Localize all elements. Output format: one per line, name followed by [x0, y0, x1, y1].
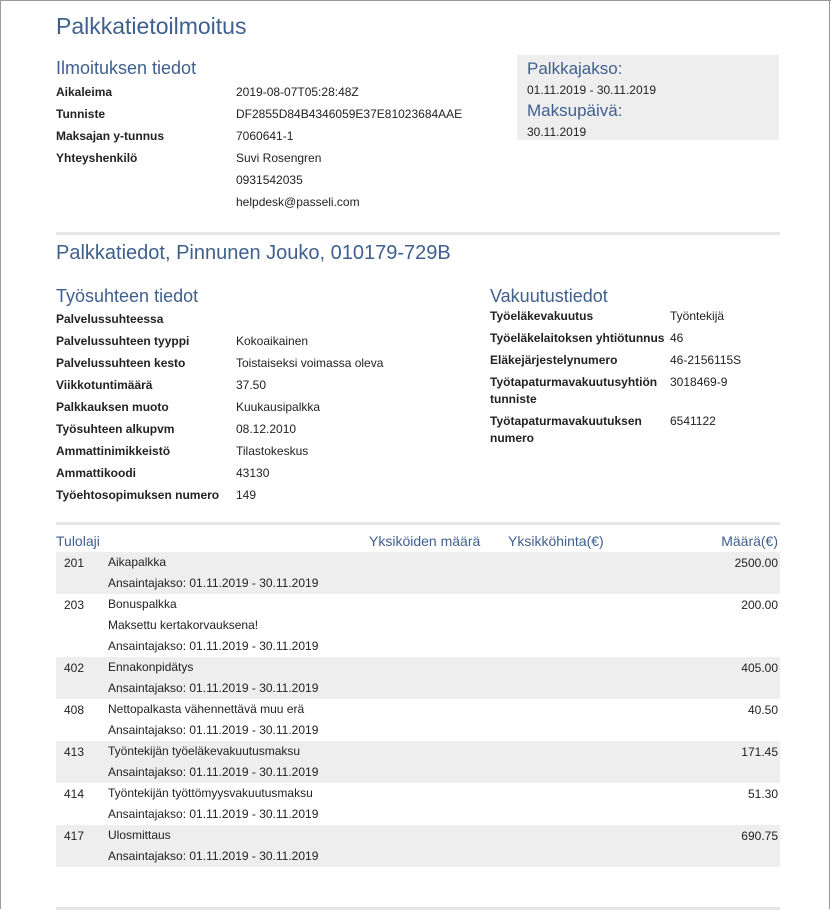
income-description-line: Ansaintajakso: 01.11.2019 - 30.11.2019: [108, 849, 319, 863]
employment-label: Palvelussuhteen kesto: [56, 356, 186, 370]
table-row: [56, 699, 780, 741]
insurance-heading: Vakuutustiedot: [490, 286, 608, 306]
employment-value: 149: [236, 488, 257, 502]
income-amount: 171.45: [741, 745, 778, 759]
employment-row: [56, 308, 383, 330]
income-description-line: Ansaintajakso: 01.11.2019 - 30.11.2019: [108, 765, 319, 779]
income-code: 201: [64, 556, 85, 570]
insurance-label: Työeläkelaitoksen yhtiötunnus: [490, 331, 665, 345]
pay-day-label: Maksupäivä:: [527, 101, 623, 120]
col-header-units: Yksiköiden määrä: [369, 533, 481, 549]
table-row: [56, 552, 780, 594]
employment-row: [56, 440, 383, 462]
notice-value: 2019-08-07T05:28:48Z: [236, 85, 359, 99]
col-header-unit-price: Yksikköhinta(€): [508, 533, 604, 549]
employment-row: [56, 462, 383, 484]
employment-row: [56, 374, 383, 396]
employment-label: Ammattinimikkeistö: [56, 444, 171, 458]
insurance-value: 46: [670, 331, 684, 345]
insurance-value: Työntekijä: [670, 309, 725, 323]
employment-row: [56, 484, 383, 506]
employment-row: [56, 352, 383, 374]
employment-label: Työehtosopimuksen numero: [56, 488, 220, 502]
insurance-row: [490, 330, 790, 347]
income-description: [108, 745, 318, 787]
income-description-line: Työntekijän työeläkevakuutusmaksu: [108, 744, 301, 758]
wage-heading: Palkkatiedot, Pinnunen Jouko, 010179-729B: [56, 242, 451, 264]
income-code: 417: [64, 829, 85, 843]
notice-label: Maksajan y-tunnus: [56, 129, 165, 143]
income-description-line: Ennakonpidätys: [108, 660, 194, 674]
income-description: [108, 556, 318, 598]
income-description-line: Nettopalkasta vähennettävä muu erä: [108, 702, 305, 716]
income-table-header: [56, 531, 780, 551]
insurance-label: Työtapaturmavakuutuksen numero: [490, 414, 642, 445]
income-description-line: Ulosmittaus: [108, 828, 171, 842]
employment-row: [56, 396, 383, 418]
income-amount: 2500.00: [734, 556, 778, 570]
notice-row-timestamp: [56, 81, 462, 103]
income-description: [108, 787, 318, 829]
income-description-line: Ansaintajakso: 01.11.2019 - 30.11.2019: [108, 807, 319, 821]
table-row: [56, 783, 780, 825]
insurance-row: [490, 308, 790, 325]
income-description-line: Työntekijän työttömyysvakuutusmaksu: [108, 786, 313, 800]
notice-details: [56, 81, 462, 213]
page-border-top: [0, 0, 831, 1]
income-amount: 40.50: [747, 703, 778, 717]
income-description: [108, 661, 318, 703]
income-code: 402: [64, 661, 85, 675]
table-row: [56, 825, 780, 867]
divider: [56, 232, 780, 235]
col-header-amount: Määrä(€): [721, 533, 778, 549]
pay-period-box: [517, 55, 779, 140]
employment-value: 08.12.2010: [236, 422, 297, 436]
income-code: 203: [64, 598, 85, 612]
income-description-line: Ansaintajakso: 01.11.2019 - 30.11.2019: [108, 639, 319, 653]
notice-label: Tunniste: [56, 107, 106, 121]
employment-heading: Työsuhteen tiedot: [56, 286, 199, 306]
income-description: [108, 703, 318, 745]
employment-value: Kuukausipalkka: [236, 400, 321, 414]
insurance-label: Eläkejärjestelynumero: [490, 353, 618, 367]
insurance-row: [490, 352, 790, 369]
notice-heading: Ilmoituksen tiedot: [56, 58, 197, 78]
income-amount: 405.00: [741, 661, 778, 675]
insurance-value: 46-2156115S: [670, 353, 742, 367]
income-description-line: Ansaintajakso: 01.11.2019 - 30.11.2019: [108, 576, 319, 590]
employment-value: Kokoaikainen: [236, 334, 309, 348]
employment-label: Palvelussuhteen tyyppi: [56, 334, 190, 348]
insurance-row: [490, 374, 790, 408]
employment-label: Viikkotuntimäärä: [56, 378, 153, 392]
contact-name: Suvi Rosengren: [236, 151, 322, 165]
table-row: [56, 657, 780, 699]
notice-value: DF2855D84B4346059E37E81023684AAE: [236, 107, 463, 121]
income-code: 414: [64, 787, 85, 801]
notice-label: Yhteyshenkilö: [56, 151, 138, 165]
page-border-right: [829, 0, 830, 909]
pay-day-value: 30.11.2019: [527, 125, 587, 139]
income-description-line: Bonuspalkka: [108, 597, 177, 611]
notice-row-contact: [56, 147, 462, 169]
income-description-line: Ansaintajakso: 01.11.2019 - 30.11.2019: [108, 723, 319, 737]
employment-value: 37.50: [236, 378, 267, 392]
table-row: [56, 741, 780, 783]
insurance-value: 3018469-9: [670, 375, 728, 389]
notice-row-contact-phone: [56, 169, 462, 191]
income-amount: 200.00: [741, 598, 778, 612]
insurance-row: [490, 413, 790, 447]
income-description: [108, 829, 318, 871]
insurance-label: Työtapaturmavakuutusyhtiön tunniste: [490, 375, 658, 406]
notice-label: Aikaleima: [56, 85, 113, 99]
employment-value: Tilastokeskus: [236, 444, 309, 458]
employment-label: Ammattikoodi: [56, 466, 137, 480]
notice-row-contact-email: [56, 191, 462, 213]
insurance-label: Työeläkevakuutus: [490, 309, 594, 323]
employment-row: [56, 418, 383, 440]
income-code: 413: [64, 745, 85, 759]
insurance-details: [490, 308, 790, 452]
contact-email: helpdesk@passeli.com: [236, 195, 360, 209]
income-description-line: Aikapalkka: [108, 555, 167, 569]
income-amount: 690.75: [741, 829, 778, 843]
employment-label: Työsuhteen alkupvm: [56, 422, 175, 436]
employment-label: Palkkauksen muoto: [56, 400, 169, 414]
notice-value: 7060641-1: [236, 129, 294, 143]
col-header-type: Tulolaji: [56, 533, 100, 549]
insurance-value: 6541122: [670, 414, 716, 428]
pay-period-value: 01.11.2019 - 30.11.2019: [527, 83, 656, 97]
income-description: [108, 598, 318, 661]
employment-value: 43130: [236, 466, 270, 480]
employment-details: [56, 308, 383, 506]
income-amount: 51.30: [747, 787, 778, 801]
table-row: [56, 594, 780, 657]
employment-row: [56, 330, 383, 352]
page-title: Palkkatietoilmoitus: [56, 13, 247, 39]
income-description-line: Ansaintajakso: 01.11.2019 - 30.11.2019: [108, 681, 319, 695]
contact-phone: 0931542035: [236, 173, 303, 187]
notice-row-business-id: [56, 125, 462, 147]
income-table-body: [56, 552, 780, 867]
employment-value: Toistaiseksi voimassa oleva: [236, 356, 384, 370]
income-description-line: Maksettu kertakorvauksena!: [108, 618, 259, 632]
divider: [56, 522, 780, 525]
employment-label: Palvelussuhteessa: [56, 312, 164, 326]
income-code: 408: [64, 703, 85, 717]
notice-row-id: [56, 103, 462, 125]
page-border-left: [0, 0, 1, 909]
pay-period-label: Palkkajakso:: [527, 59, 623, 78]
